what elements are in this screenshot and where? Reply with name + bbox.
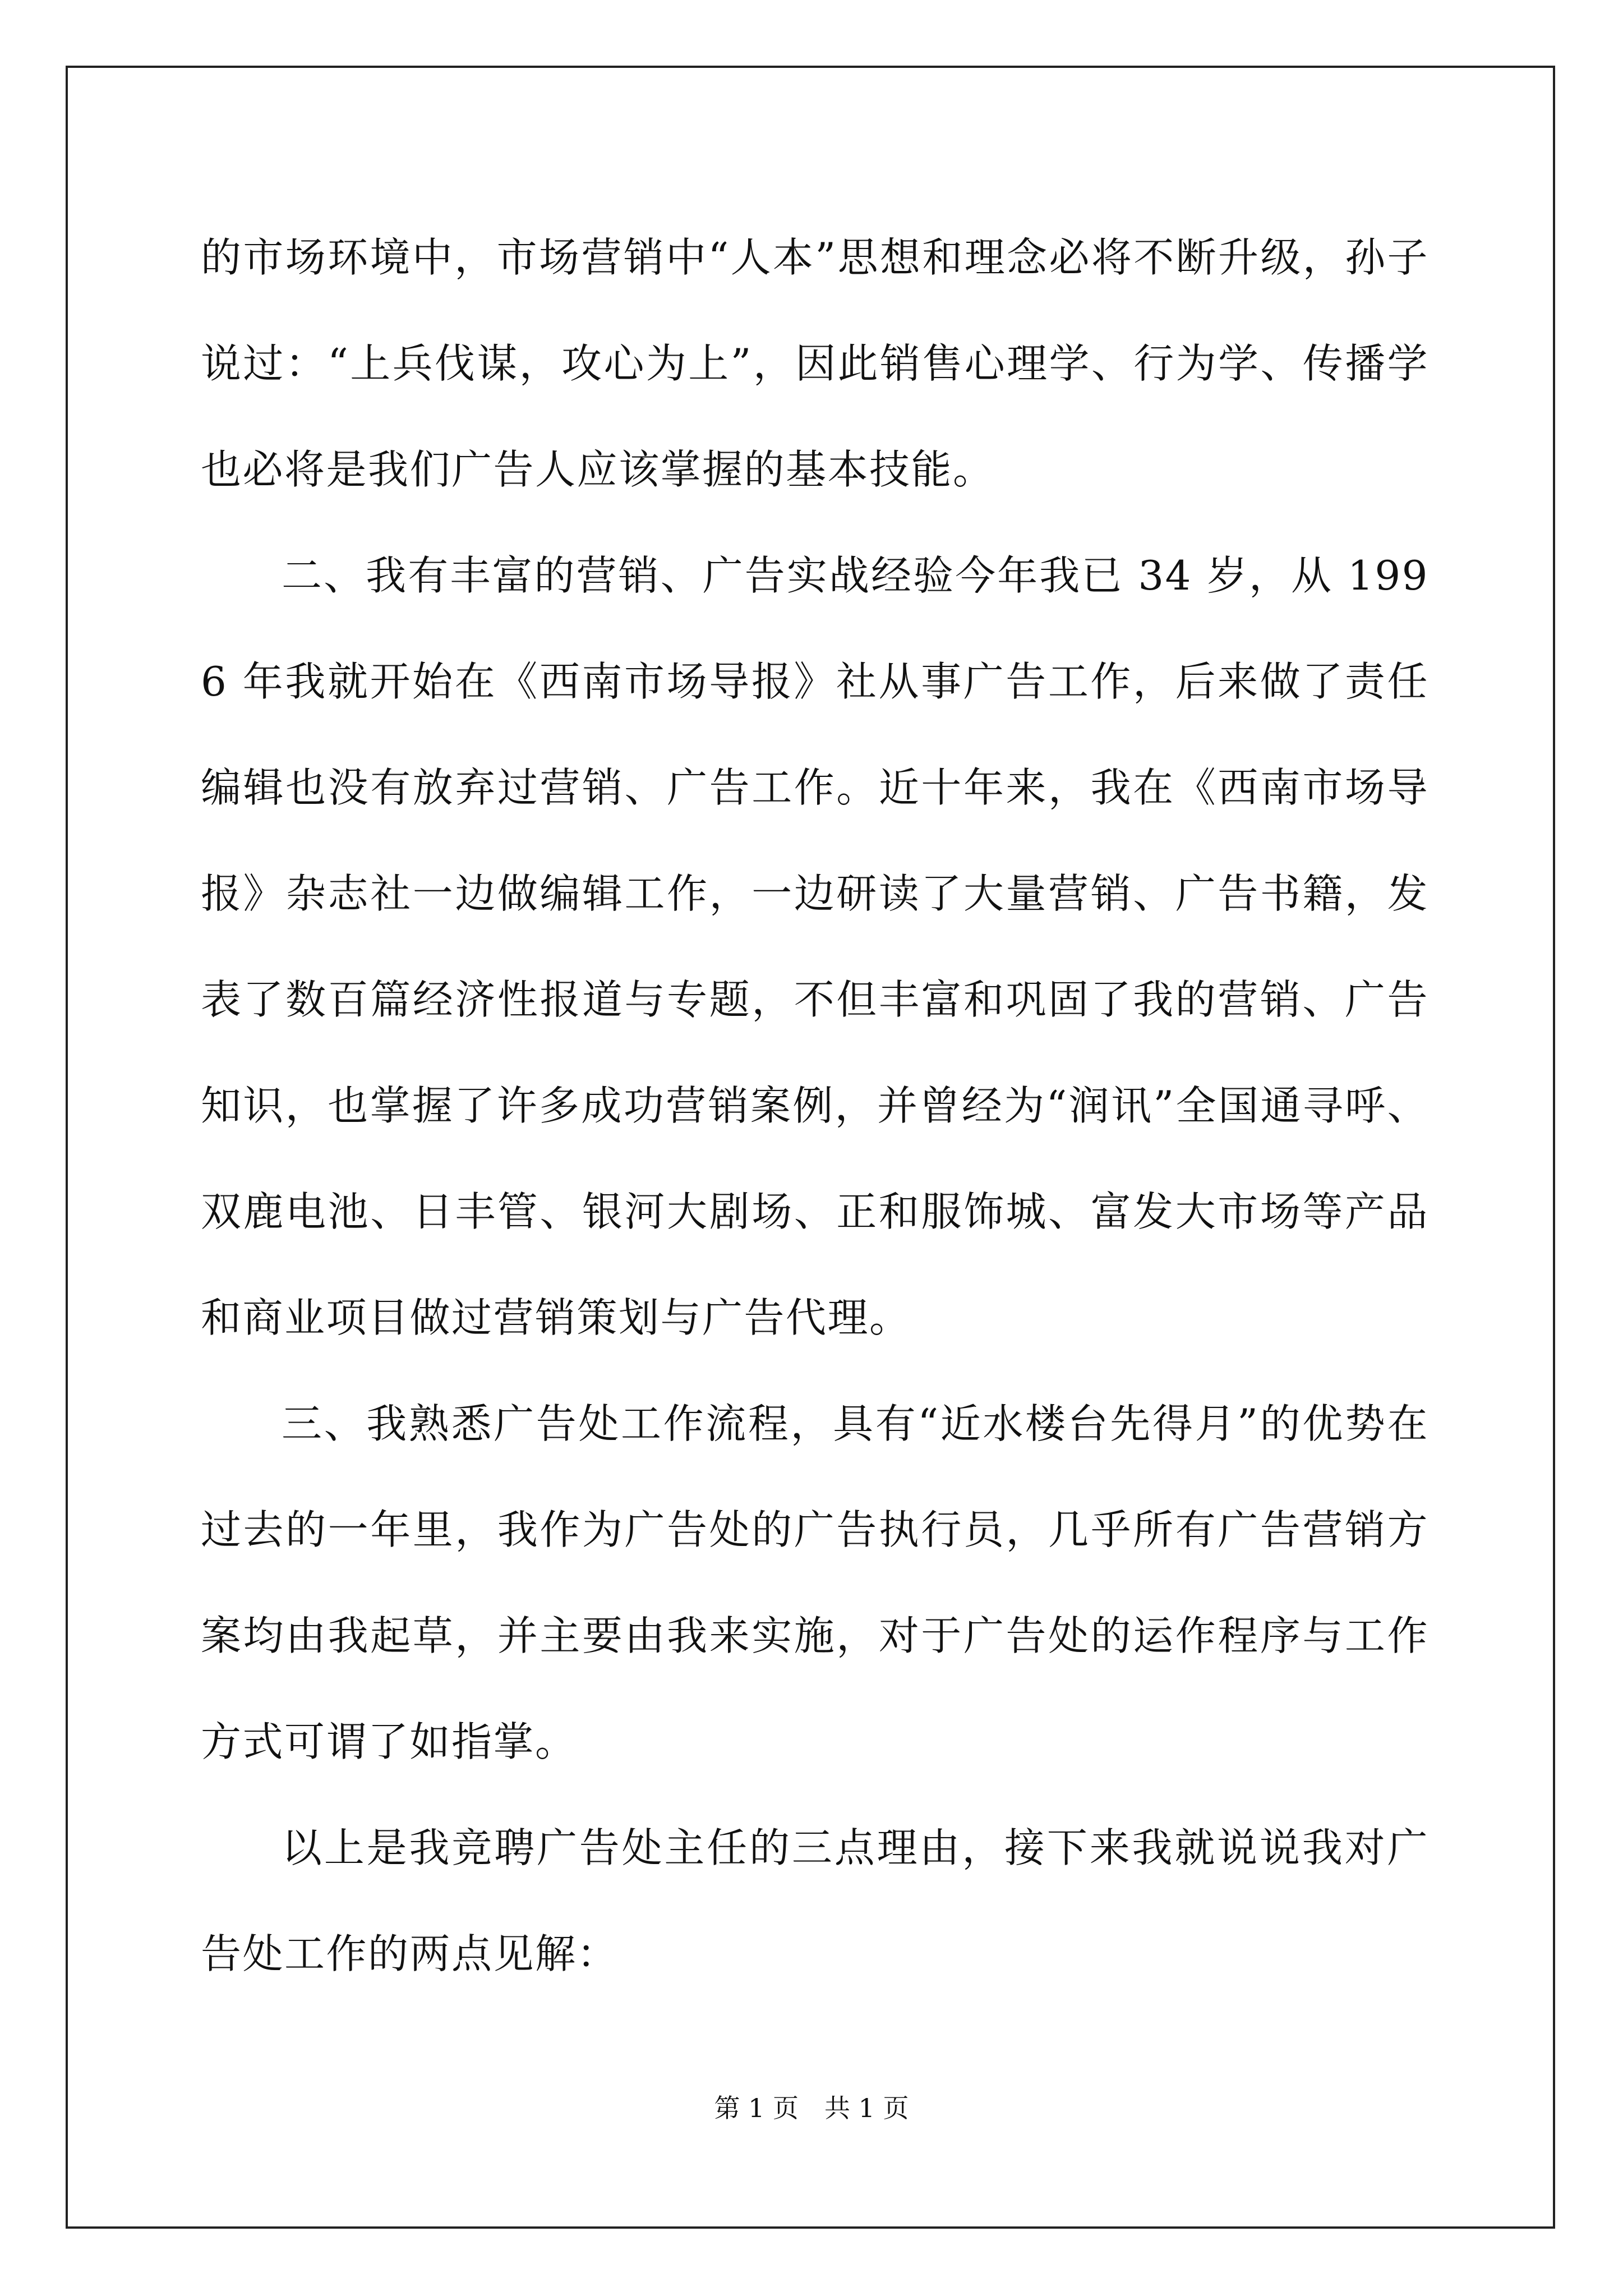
paragraph-4: 以上是我竞聘广告处主任的三点理由，接下来我就说说我对广告处工作的两点见解： bbox=[201, 1824, 1429, 1977]
document-body bbox=[201, 205, 1429, 2007]
paragraph-1: 的市场环境中，市场营销中“人本”思想和理念必将不断升级，孙子说过：“上兵伐谋，攻心为上”，因此销售心理学、行为学、传播学也必将是我们广告人应该掌握的基本技能。 bbox=[201, 234, 1429, 493]
paragraph-2: 二、我有丰富的营销、广告实战经验今年我已 34 岁，从 1996 年我就开始在《西南市场导报》社从事广告工作，后来做了责任编辑也没有放弃过营销、广告工作。近十年来，我在《西南市场导报》杂志社一边做编辑工作，一边研读了大量营销、广告书籍，发表了数百篇经济性报道与专题，不但丰富和巩固了我的营销、广告知识，也掌握了许多成功营销案例，并曾经为“润讯”全国通寻呼、双鹿电池、日丰管、银河大剧场、正和服饰城、富发大市场等产品和商业项目做过营销策划与广告代理。 bbox=[201, 552, 1429, 1341]
paragraph-3: 三、我熟悉广告处工作流程，具有“近水楼台先得月”的优势在过去的一年里，我作为广告处的广告执行员，几乎所有广告营销方案均由我起草，并主要由我来实施，对于广告处的运作程序与工作方式可谓了如指掌。 bbox=[201, 1400, 1429, 1765]
page-footer: 第 1 页 共 1 页 bbox=[714, 2093, 909, 2123]
